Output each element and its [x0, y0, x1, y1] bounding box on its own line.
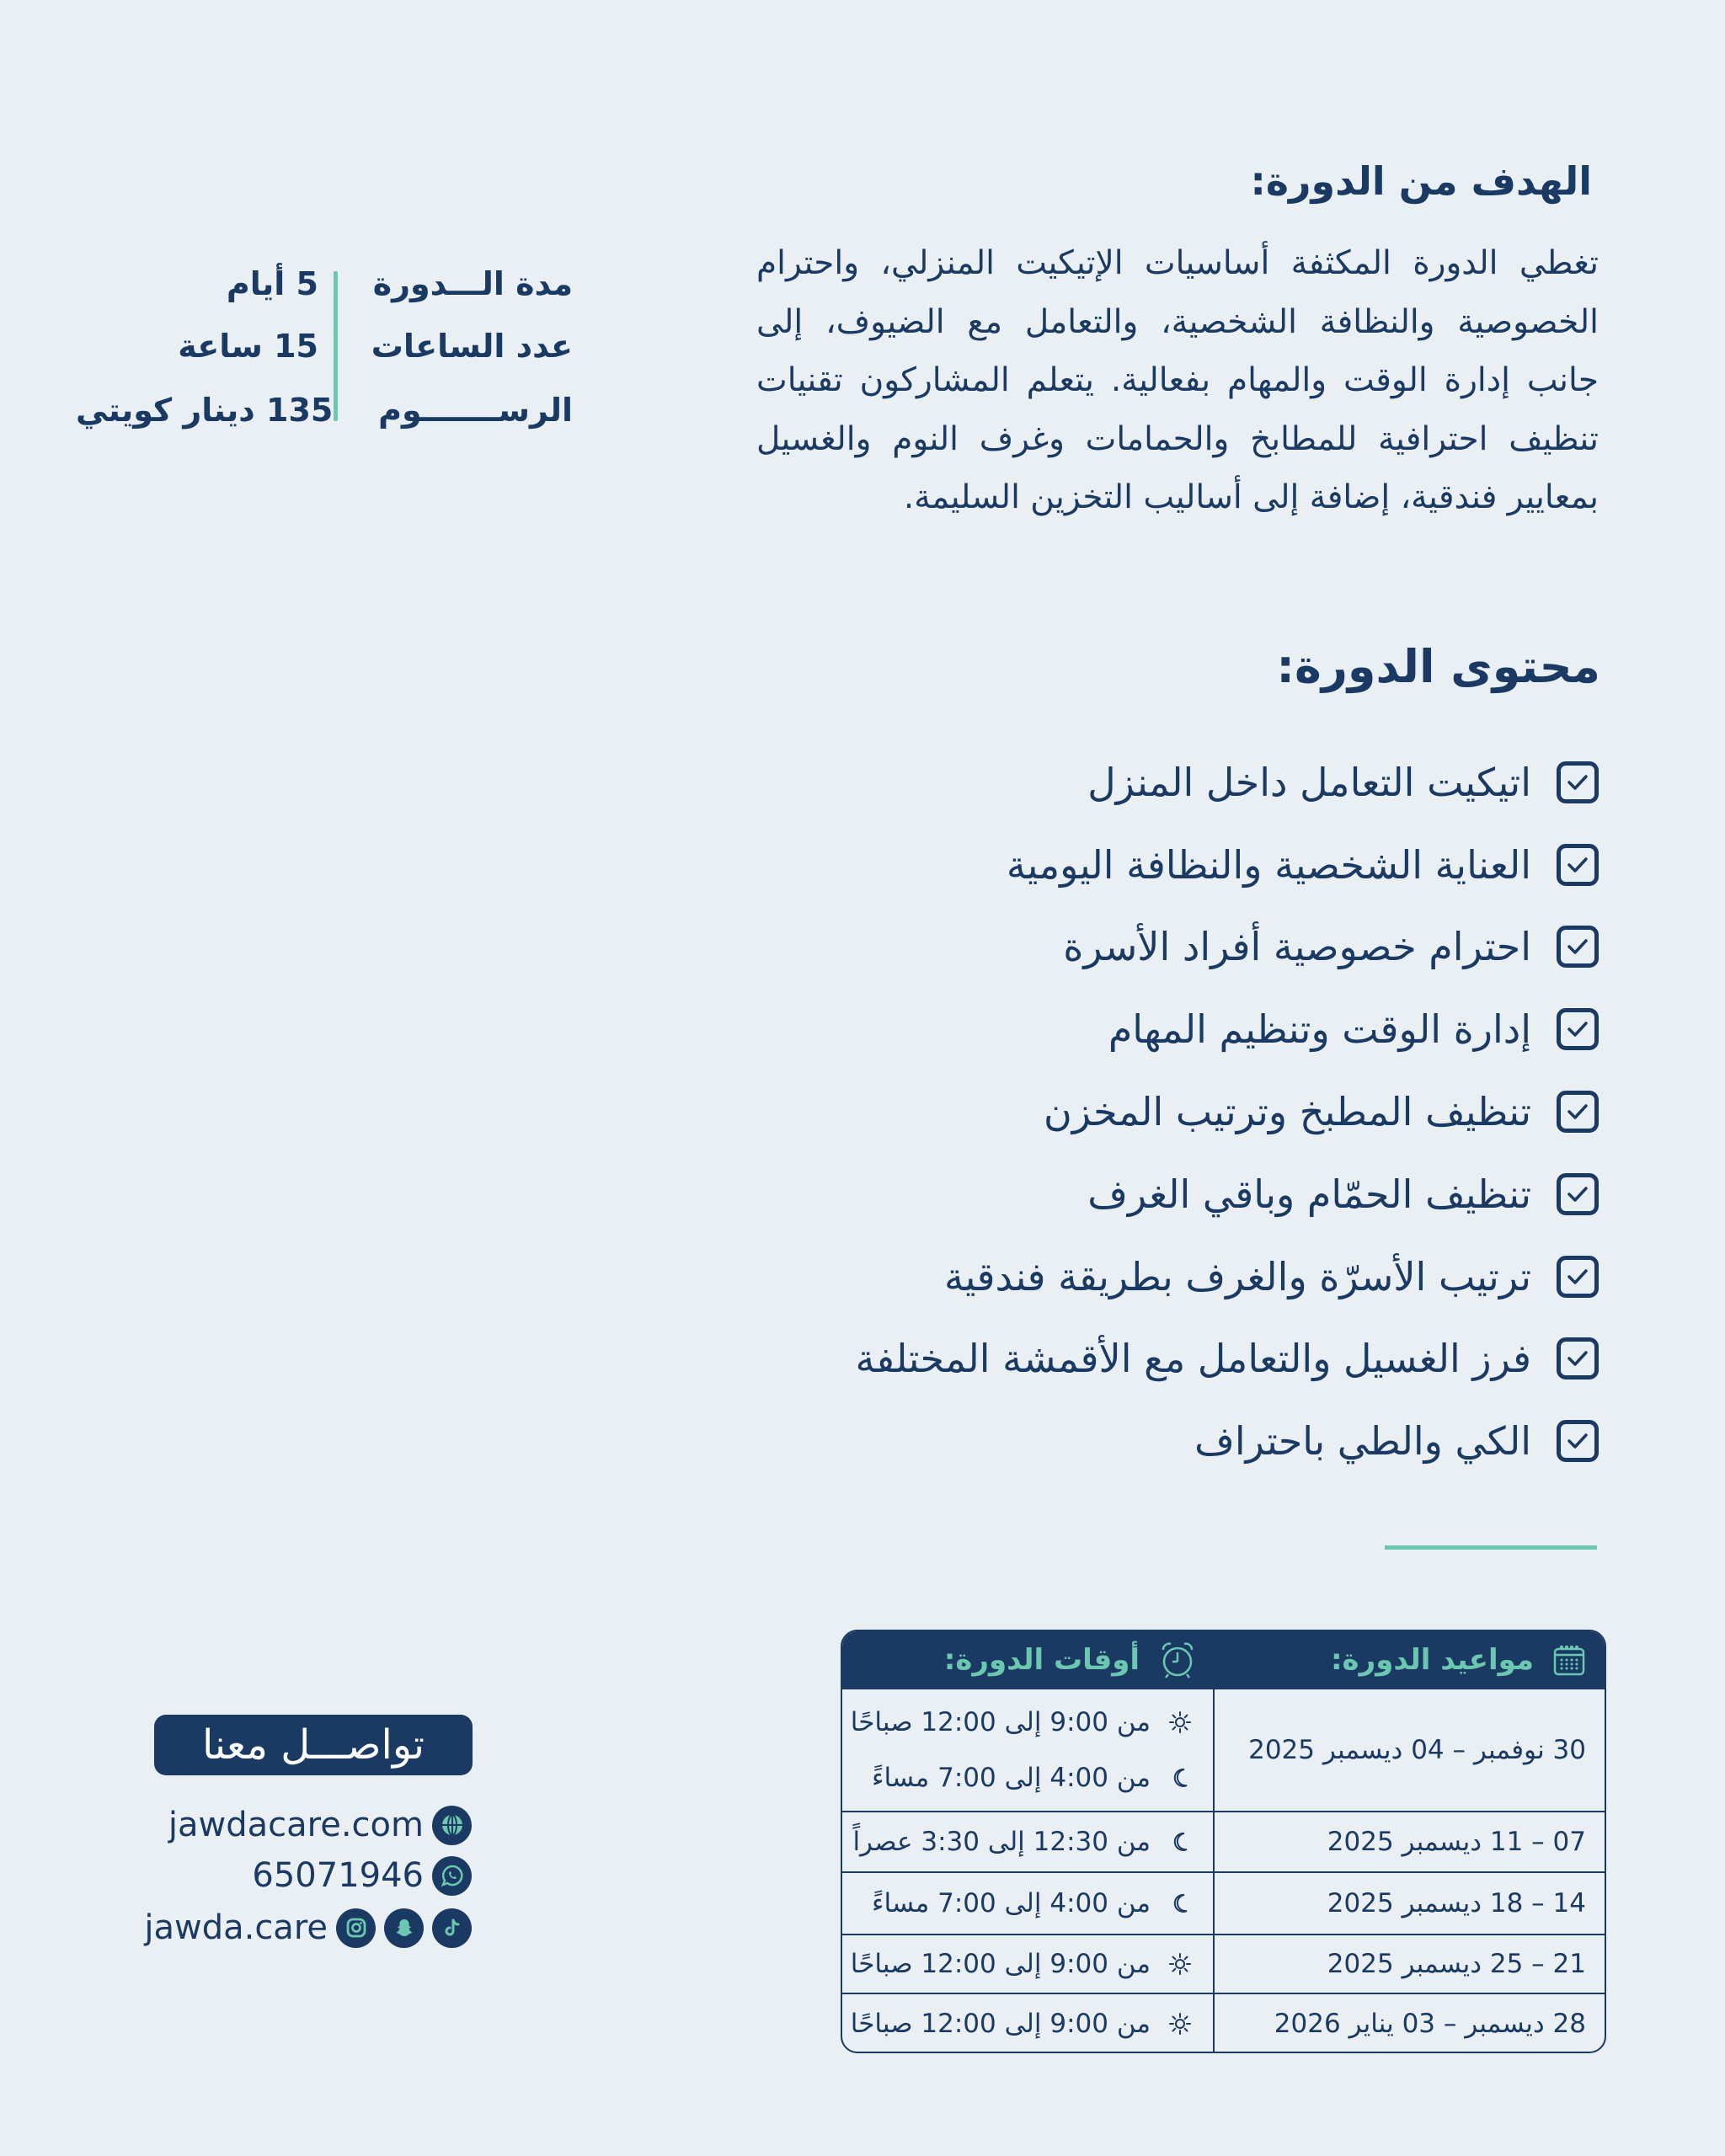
sun-icon: [1169, 1953, 1191, 1975]
time-slot-text: من 4:00 إلى 7:00 مساءً: [871, 1763, 1151, 1793]
time-slot-text: من 9:00 إلى 12:00 صباحًا: [850, 1707, 1151, 1737]
snapchat-icon[interactable]: [384, 1908, 424, 1948]
checkbox-icon: [1557, 1256, 1599, 1298]
info-row-hours: [76, 315, 573, 377]
list-item-text: اتيكيت التعامل داخل المنزل: [1087, 759, 1531, 805]
list-item-text: الكي والطي باحتراف: [1194, 1418, 1531, 1465]
date-cell: 21 – 25 ديسمبر 2025: [1213, 1935, 1605, 1993]
info-value: 135 دينار كويتي: [76, 392, 334, 429]
list-item: [672, 824, 1599, 906]
info-row-fees: [76, 379, 573, 441]
checkbox-icon: [1557, 1337, 1599, 1380]
time-slot: [842, 1996, 1191, 2052]
times-header: [842, 1631, 1212, 1688]
checkbox-icon: [1557, 1173, 1599, 1215]
times-cell: [842, 1812, 1213, 1871]
time-slot-text: من 9:00 إلى 12:00 صباحًا: [850, 1949, 1151, 1979]
checkbox-icon: [1557, 844, 1599, 886]
table-row: [842, 1993, 1605, 2053]
info-value: 5 أيام: [226, 265, 318, 302]
list-item: [672, 1318, 1599, 1401]
times-header-label: أوقات الدورة:: [943, 1642, 1140, 1677]
time-slot: [842, 1750, 1191, 1806]
list-item-text: فرز الغسيل والتعامل مع الأقمشة المختلفة: [855, 1336, 1531, 1382]
section-divider: [1385, 1545, 1597, 1550]
checkbox-icon: [1557, 761, 1599, 803]
moon-icon: [1169, 1831, 1191, 1853]
phone-link[interactable]: 65071946: [252, 1856, 424, 1895]
time-slot-text: من 4:00 إلى 7:00 مساءً: [871, 1888, 1151, 1919]
date-cell: 14 – 18 ديسمبر 2025: [1213, 1873, 1605, 1934]
table-row: [842, 1811, 1605, 1871]
times-cell: [842, 1689, 1213, 1811]
list-item: [672, 1235, 1599, 1318]
times-cell: [842, 1994, 1213, 2053]
checkbox-icon: [1557, 1420, 1599, 1462]
dates-header: [1212, 1631, 1605, 1688]
time-slot-text: من 9:00 إلى 12:00 صباحًا: [850, 2009, 1151, 2039]
date-cell: 28 ديسمبر – 03 يناير 2026: [1213, 1994, 1605, 2053]
info-row-duration: [76, 253, 573, 315]
list-item: [672, 1070, 1599, 1153]
times-cell: [842, 1873, 1213, 1934]
alarm-clock-icon: [1158, 1640, 1197, 1680]
tiktok-icon[interactable]: [432, 1908, 472, 1948]
checkbox-icon: [1557, 1008, 1599, 1050]
course-info: [76, 253, 573, 429]
list-item: [672, 988, 1599, 1070]
moon-icon: [1169, 1892, 1191, 1914]
content-heading: محتوى الدورة:: [1276, 640, 1600, 693]
objective-heading: الهدف من الدورة:: [1250, 158, 1592, 204]
time-slot: [842, 1814, 1191, 1870]
dates-header-label: مواعيد الدورة:: [1330, 1642, 1534, 1677]
table-row: [842, 1871, 1605, 1934]
list-item-text: تنظيف الحمّام وباقي الغرف: [1087, 1171, 1531, 1217]
whatsapp-icon: [432, 1856, 472, 1896]
time-slot-text: من 12:30 إلى 3:30 عصراً: [852, 1827, 1151, 1857]
globe-icon: [432, 1806, 472, 1845]
social-handle-link[interactable]: jawda.care: [144, 1908, 328, 1947]
date-cell: 30 نوفمبر – 04 ديسمبر 2025: [1213, 1689, 1605, 1811]
list-item: [672, 1400, 1599, 1482]
time-slot: [842, 1694, 1191, 1750]
info-value: 15 ساعة: [178, 328, 318, 365]
list-item: [672, 1153, 1599, 1235]
table-header: [842, 1631, 1605, 1688]
list-item: [672, 906, 1599, 989]
instagram-icon[interactable]: [336, 1908, 376, 1948]
sun-icon: [1169, 1711, 1191, 1733]
date-cell: 07 – 11 ديسمبر 2025: [1213, 1812, 1605, 1871]
checkbox-icon: [1557, 926, 1599, 968]
info-label: عدد الساعات: [371, 328, 573, 365]
website-link[interactable]: jawdacare.com: [168, 1806, 424, 1844]
list-item-text: احترام خصوصية أفراد الأسرة: [1063, 924, 1531, 970]
moon-icon: [1169, 1767, 1191, 1789]
contact-us-badge: تواصـــل معنا: [154, 1715, 473, 1775]
list-item-text: ترتيب الأسرّة والغرف بطريقة فندقية: [943, 1253, 1531, 1299]
time-slot: [842, 1936, 1191, 1992]
list-item-text: العناية الشخصية والنظافة اليومية: [1006, 841, 1531, 888]
table-row: [842, 1934, 1605, 1993]
social-row: [144, 1907, 472, 1949]
checkbox-icon: [1557, 1091, 1599, 1133]
list-item-text: إدارة الوقت وتنظيم المهام: [1108, 1006, 1531, 1053]
schedule-table: [841, 1630, 1606, 2053]
table-row: [842, 1688, 1605, 1811]
phone-row: [252, 1854, 472, 1897]
info-divider: [334, 271, 338, 421]
info-label: الرســـــــوم: [378, 392, 573, 429]
website-row: [168, 1804, 472, 1846]
list-item-text: تنظيف المطبخ وترتيب المخزن: [1044, 1089, 1531, 1135]
time-slot: [842, 1876, 1191, 1931]
times-cell: [842, 1935, 1213, 1993]
objective-text: تغطي الدورة المكثفة أساسيات الإتيكيت المنزلي، واحترام الخصوصية والنظافة الشخصية، والتعامل مع الضيوف، إلى جانب إدارة الوقت والمهام بفعالية. يتعلم المشاركون تقنيات تنظيف احترافية للمطابخ والحمامات وغرف النوم والغسيل بمعايير فندقية، إضافة إلى أساليب التخزين السليمة.: [756, 244, 1599, 516]
content-list: [672, 741, 1599, 1482]
calendar-icon: [1552, 1643, 1586, 1677]
info-label: مدة الـــدورة: [372, 265, 573, 302]
sun-icon: [1169, 2013, 1191, 2035]
list-item: [672, 741, 1599, 824]
